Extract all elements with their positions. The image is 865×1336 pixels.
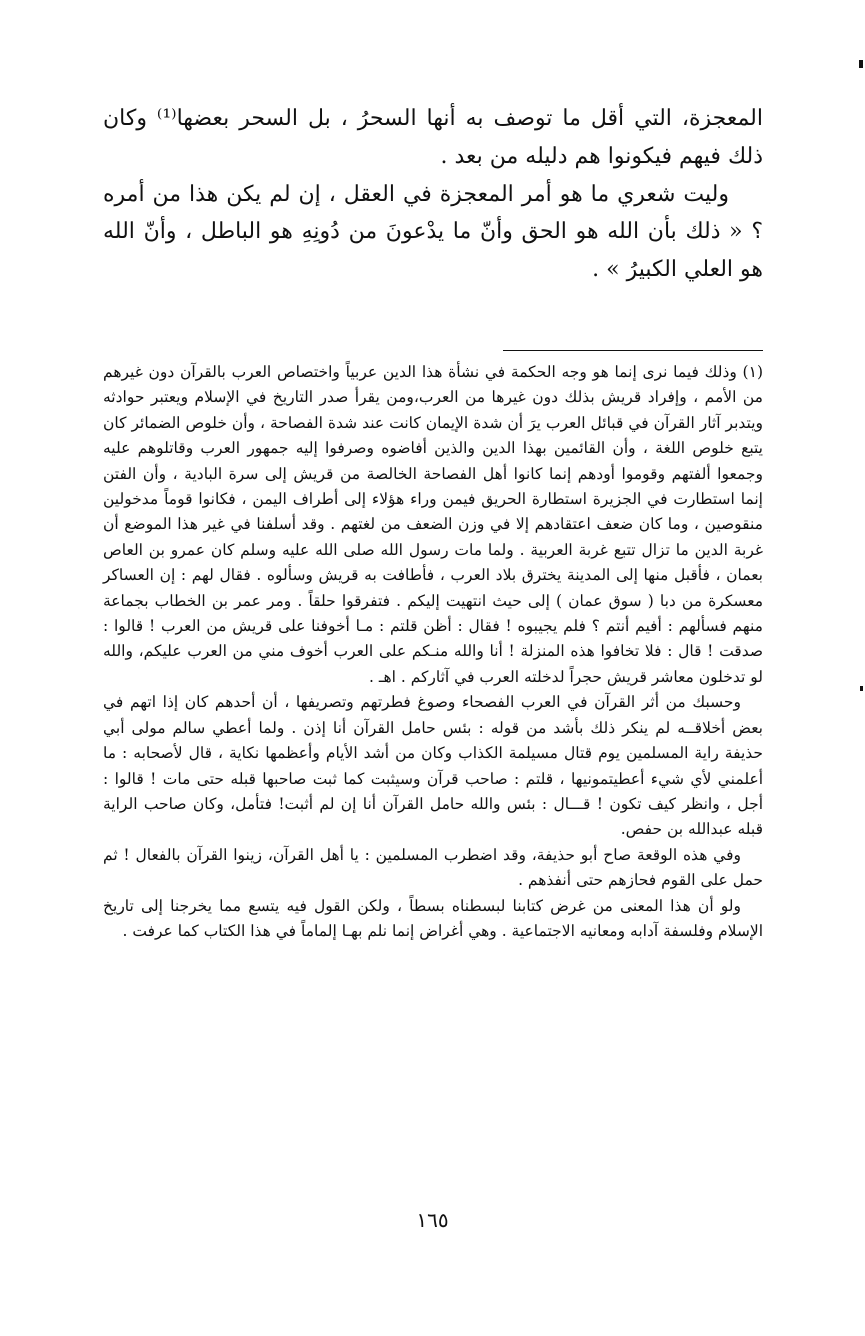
main-paragraph: وليت شعري ما هو أمر المعجزة في العقل ، إن لم يكن هذا من أمره ؟ « ذلك بأن الله هو الحق وأنّ ما يدْعونَ من دُونِهِ هو الباطل ، وأنّ الله هو العلي الكبيرُ » .	[103, 181, 763, 283]
footnote-divider	[503, 350, 763, 351]
footnotes	[103, 360, 763, 944]
footnote-paragraph: وفي هذه الوقعة صاح أبو حذيفة، وقد اضطرب المسلمين : يا أهل القرآن، زينوا القرآن بالفعال ! ثم حمل على القوم فحازهم حتى أنفذهم .	[103, 845, 763, 890]
footnote-paragraph: وحسبك من أثر القرآن في العرب الفصحاء وصوغ فطرتهم وتصريفها ، أن أحدهم كان إذا اتهم في بعض أخلاقــه لم ينكر ذلك بأشد من قوله : بئس حامل القرآن أنا إذن . ولما أعطي سالم مولى أبي حذيفة راية المسلمين يوم قتال مسيلمة الكذاب وكان من أشد الأيام وأعظمها نكاية ، قال لأصحابه : ما أعلمني لأي شيء أعطيتمونيها ، قلتم : صاحب قرآن وسيثبت كما ثبت صاحبها قبله حتى مات ! قالوا : أجل ، وانظر كيف تكون ! قـــال : بئس والله حامل القرآن أنا إن لم أثبت! فتأمل، وكان صاحب الراية قبله عبدالله بن حفص.	[103, 693, 764, 839]
main-text	[103, 100, 763, 289]
scan-edge-mark	[859, 60, 863, 68]
scan-edge-mark	[860, 686, 863, 691]
main-paragraph: المعجزة، التي أقل ما توصف به أنها السحرُ ، بل السحر بعضها⁽¹⁾ وكان ذلك فيهم فيكونوا هم دليله من بعد .	[103, 106, 763, 169]
footnote-paragraph: ولو أن هذا المعنى من غرض كتابنا لبسطناه بسطاً ، ولكن القول فيه يتسع مما يخرجنا إلى تاريخ الإسلام وفلسفة آدابه ومعانيه الاجتماعية . وهي أغراض إنما نلم بهـا إلماماً في هذا الكتاب كما عرفت .	[103, 896, 763, 940]
page-number: ١٦٥	[416, 1208, 449, 1232]
footnote-paragraph: (١) وذلك فيما نرى إنما هو وجه الحكمة في نشأة هذا الدين عربياً واختصاص العرب بالقرآن دون غيرهم من الأمم ، وإفراد قريش بذلك دون غيرها من العرب،ومن يقرأ صدر التاريخ في الإسلام ويعتبر حوادثه ويتدبر آثار القرآن في قبائل العرب يرَ أن شدة الإيمان كانت عند شدة الفصاحة ، وأن خلوص الضمائر كان يتبع خلوص اللغة ، وأن القائمين بهذا الدين والذين أفاضوه وصرفوا إليه جمهور العرب وقاتلوهم عليه وجمعوا ألفتهم وقوموا أودهم إنما كانوا أهل الفصاحة الخالصة من قريش إلى سرة البادية ، وأن الفتن إنما استطارت في الجزيرة استطارة الحريق فيمن وراء هؤلاء إلى أطراف اليمن ، فكانوا قوماً مدخولين منقوصين ، وما كان ضعف اعتقادهم إلا في وزن الضعف من لغتهم . وقد أسلفنا في غير هذا الموضع أن غربة الدين ما تزال تتبع غربة العربية . ولما مات رسول الله صلى الله عليه وسلم كان عمرو بن العاص بعمان ، فأقبل منها إلى المدينة يخترق بلاد العرب ، فأطافت به قريش وسألوه . فقال لهم : إن العساكر معسكرة من دبا ( سوق عمان ) إلى حيث انتهيت إليكم . فتفرقوا حلقاً . ومر عمر بن الخطاب بجماعة منهم فسألهم : أفيم أنتم ؟ فلم يجيبوه ! فقال : أظن قلتم : مـا أخوفنا على قريش من العرب ! قالوا : صدقت ! قال : فلا تخافوا هذه المنزلة ! أنا والله منـكم على العرب أخوف مني من العرب عليكم، والله لو تدخلون معاشر قريش حجراً لدخلته العرب في آثاركم . اهـ .	[103, 363, 763, 686]
